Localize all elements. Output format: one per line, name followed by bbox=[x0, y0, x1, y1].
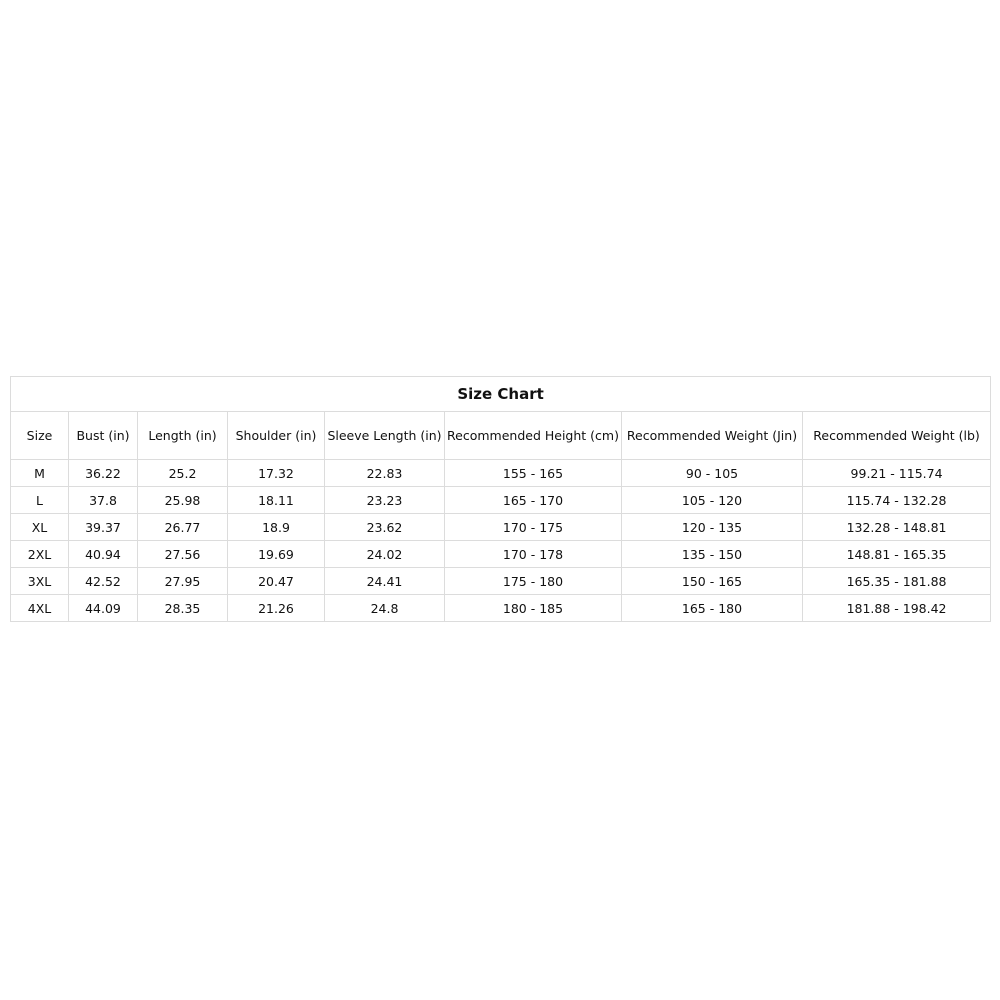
cell-weight-lb: 148.81 - 165.35 bbox=[803, 541, 991, 568]
cell-sleeve-length: 22.83 bbox=[325, 460, 445, 487]
table-row bbox=[11, 595, 991, 622]
header-recommended-height: Recommended Height (cm) bbox=[445, 412, 622, 460]
cell-size: 4XL bbox=[11, 595, 69, 622]
cell-sleeve-length: 23.62 bbox=[325, 514, 445, 541]
table-row bbox=[11, 541, 991, 568]
header-row bbox=[11, 412, 991, 460]
cell-weight-lb: 115.74 - 132.28 bbox=[803, 487, 991, 514]
cell-weight-jin: 135 - 150 bbox=[622, 541, 803, 568]
cell-weight-jin: 105 - 120 bbox=[622, 487, 803, 514]
cell-bust: 39.37 bbox=[69, 514, 138, 541]
cell-weight-jin: 90 - 105 bbox=[622, 460, 803, 487]
cell-shoulder: 18.11 bbox=[228, 487, 325, 514]
cell-size: XL bbox=[11, 514, 69, 541]
cell-weight-lb: 165.35 - 181.88 bbox=[803, 568, 991, 595]
cell-shoulder: 17.32 bbox=[228, 460, 325, 487]
cell-length: 25.2 bbox=[138, 460, 228, 487]
cell-sleeve-length: 24.41 bbox=[325, 568, 445, 595]
table-row bbox=[11, 568, 991, 595]
cell-height: 180 - 185 bbox=[445, 595, 622, 622]
table-title: Size Chart bbox=[11, 377, 991, 412]
header-sleeve-length: Sleeve Length (in) bbox=[325, 412, 445, 460]
table-row bbox=[11, 460, 991, 487]
cell-weight-lb: 181.88 - 198.42 bbox=[803, 595, 991, 622]
cell-shoulder: 20.47 bbox=[228, 568, 325, 595]
table-row bbox=[11, 487, 991, 514]
header-shoulder: Shoulder (in) bbox=[228, 412, 325, 460]
cell-weight-jin: 165 - 180 bbox=[622, 595, 803, 622]
header-length: Length (in) bbox=[138, 412, 228, 460]
cell-length: 26.77 bbox=[138, 514, 228, 541]
cell-weight-jin: 120 - 135 bbox=[622, 514, 803, 541]
cell-bust: 36.22 bbox=[69, 460, 138, 487]
header-size: Size bbox=[11, 412, 69, 460]
cell-shoulder: 19.69 bbox=[228, 541, 325, 568]
cell-weight-lb: 99.21 - 115.74 bbox=[803, 460, 991, 487]
cell-height: 155 - 165 bbox=[445, 460, 622, 487]
size-chart-table bbox=[10, 376, 991, 622]
cell-size: 2XL bbox=[11, 541, 69, 568]
cell-height: 165 - 170 bbox=[445, 487, 622, 514]
table-row bbox=[11, 514, 991, 541]
title-row bbox=[11, 377, 991, 412]
cell-height: 170 - 178 bbox=[445, 541, 622, 568]
cell-length: 28.35 bbox=[138, 595, 228, 622]
cell-bust: 40.94 bbox=[69, 541, 138, 568]
cell-bust: 42.52 bbox=[69, 568, 138, 595]
cell-sleeve-length: 24.8 bbox=[325, 595, 445, 622]
cell-weight-jin: 150 - 165 bbox=[622, 568, 803, 595]
cell-height: 170 - 175 bbox=[445, 514, 622, 541]
cell-weight-lb: 132.28 - 148.81 bbox=[803, 514, 991, 541]
cell-size: 3XL bbox=[11, 568, 69, 595]
cell-bust: 37.8 bbox=[69, 487, 138, 514]
cell-size: L bbox=[11, 487, 69, 514]
cell-bust: 44.09 bbox=[69, 595, 138, 622]
header-recommended-weight-jin: Recommended Weight (Jin) bbox=[622, 412, 803, 460]
cell-size: M bbox=[11, 460, 69, 487]
cell-length: 27.95 bbox=[138, 568, 228, 595]
cell-length: 27.56 bbox=[138, 541, 228, 568]
header-bust: Bust (in) bbox=[69, 412, 138, 460]
cell-sleeve-length: 23.23 bbox=[325, 487, 445, 514]
cell-height: 175 - 180 bbox=[445, 568, 622, 595]
cell-length: 25.98 bbox=[138, 487, 228, 514]
cell-shoulder: 18.9 bbox=[228, 514, 325, 541]
header-recommended-weight-lb: Recommended Weight (lb) bbox=[803, 412, 991, 460]
cell-shoulder: 21.26 bbox=[228, 595, 325, 622]
cell-sleeve-length: 24.02 bbox=[325, 541, 445, 568]
